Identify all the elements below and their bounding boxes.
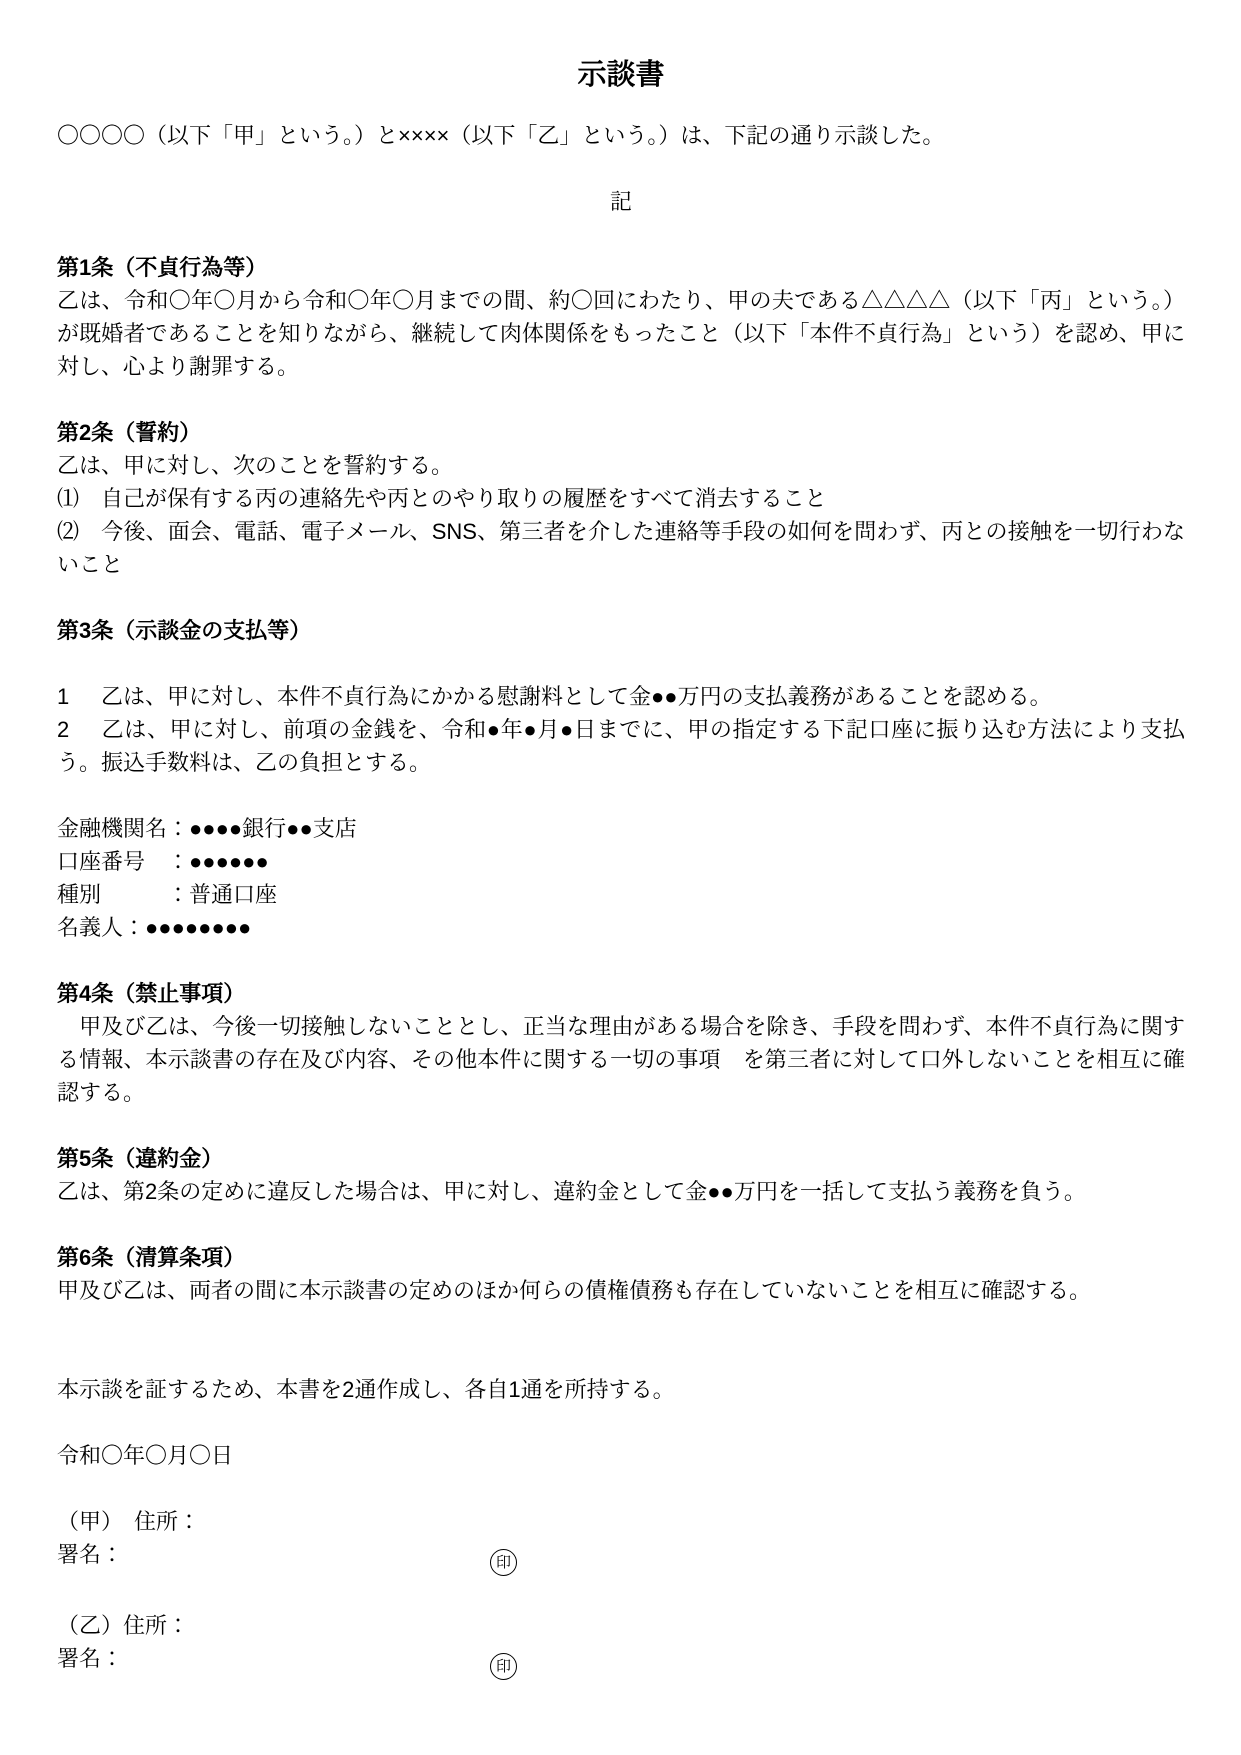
clause-item-text: 乙は、甲に対し、本件不貞行為にかかる慰謝料として金●●万円の支払義務があることを認める。: [101, 684, 1052, 709]
closing-statement: 本示談を証するため、本書を2通作成し、各自1通を所持する。: [57, 1377, 675, 1402]
clause-item-number: 1: [57, 684, 70, 709]
bank-detail-line: 金融機関名：●●●●銀行●●支店: [57, 816, 357, 841]
document-title: 示談書: [577, 59, 665, 91]
clause-item: [57, 515, 1185, 581]
seal-icon: 印: [490, 1549, 517, 1576]
clause-item: [57, 680, 1185, 713]
clause-item-text: 自己が保有する丙の連絡先や丙とのやり取りの履歴をすべて消去すること: [101, 486, 827, 511]
party-a-signature-line: [57, 1538, 1185, 1576]
clause-item-number: ⑵: [57, 519, 80, 544]
signature-label: 署名：: [57, 1646, 124, 1671]
article-5-body: 乙は、第2条の定めに違反した場合は、甲に対し、違約金として金●●万円を一括して支払う義務を負う。: [57, 1179, 1086, 1204]
article-6-body: 甲及び乙は、両者の間に本示談書の定めのほか何らの債権債務も存在していないことを相互に確認する。: [57, 1278, 1092, 1303]
document-date: 令和〇年〇月〇日: [57, 1443, 234, 1468]
article-3-heading: 第3条（示談金の支払等）: [57, 618, 312, 643]
record-mark: 記: [609, 189, 632, 214]
party-a-address-line: （甲） 住所：: [57, 1509, 201, 1534]
article-1-body: 乙は、令和〇年〇月から令和〇年〇月までの間、約〇回にわたり、甲の夫である△△△△（以下「丙」という。）が既婚者であることを知りながら、継続して肉体関係をもったこと（以下「本件不貞行為」という）を認め、甲に対し、心より謝罪する。: [57, 288, 1185, 379]
article-6-heading: 第6条（清算条項）: [57, 1245, 246, 1270]
bank-detail-line: 種別 ：普通口座: [57, 882, 278, 907]
article-4-body: 甲及び乙は、今後一切接触しないこととし、正当な理由がある場合を除き、手段を問わず、本件不貞行為に関する情報、本示談書の存在及び内容、その他本件に関する一切の事項 を第三者に対して口外しないことを相互に確認する。: [57, 1014, 1185, 1105]
clause-item: [57, 482, 1185, 515]
bank-detail-line: 名義人：●●●●●●●●: [57, 915, 252, 940]
article-4-heading: 第4条（禁止事項）: [57, 981, 246, 1006]
clause-item-text: 今後、面会、電話、電子メール、SNS、第三者を介した連絡等手段の如何を問わず、丙との接触を一切行わないこと: [57, 519, 1185, 577]
signature-label: 署名：: [57, 1542, 124, 1567]
bank-detail-line: 口座番号 ：●●●●●●: [57, 849, 269, 874]
party-b-signature-line: [57, 1642, 1185, 1680]
clause-item-text: 乙は、甲に対し、前項の金銭を、令和●年●月●日までに、甲の指定する下記口座に振り込む方法により支払う。振込手数料は、乙の負担とする。: [57, 717, 1185, 775]
clause-item-number: 2: [57, 717, 70, 742]
seal-icon: 印: [490, 1653, 517, 1680]
clause-item: [57, 713, 1185, 779]
clause-item-number: ⑴: [57, 486, 80, 511]
article-1-heading: 第1条（不貞行為等）: [57, 255, 268, 280]
party-b-address-line: （乙）住所：: [57, 1613, 190, 1638]
intro-paragraph: 〇〇〇〇（以下「甲」という。）と××××（以下「乙」という。）は、下記の通り示談した。: [57, 123, 945, 148]
article-5-heading: 第5条（違約金）: [57, 1146, 224, 1171]
article-2-lead: 乙は、甲に対し、次のことを誓約する。: [57, 453, 454, 478]
article-2-heading: 第2条（誓約）: [57, 420, 202, 445]
